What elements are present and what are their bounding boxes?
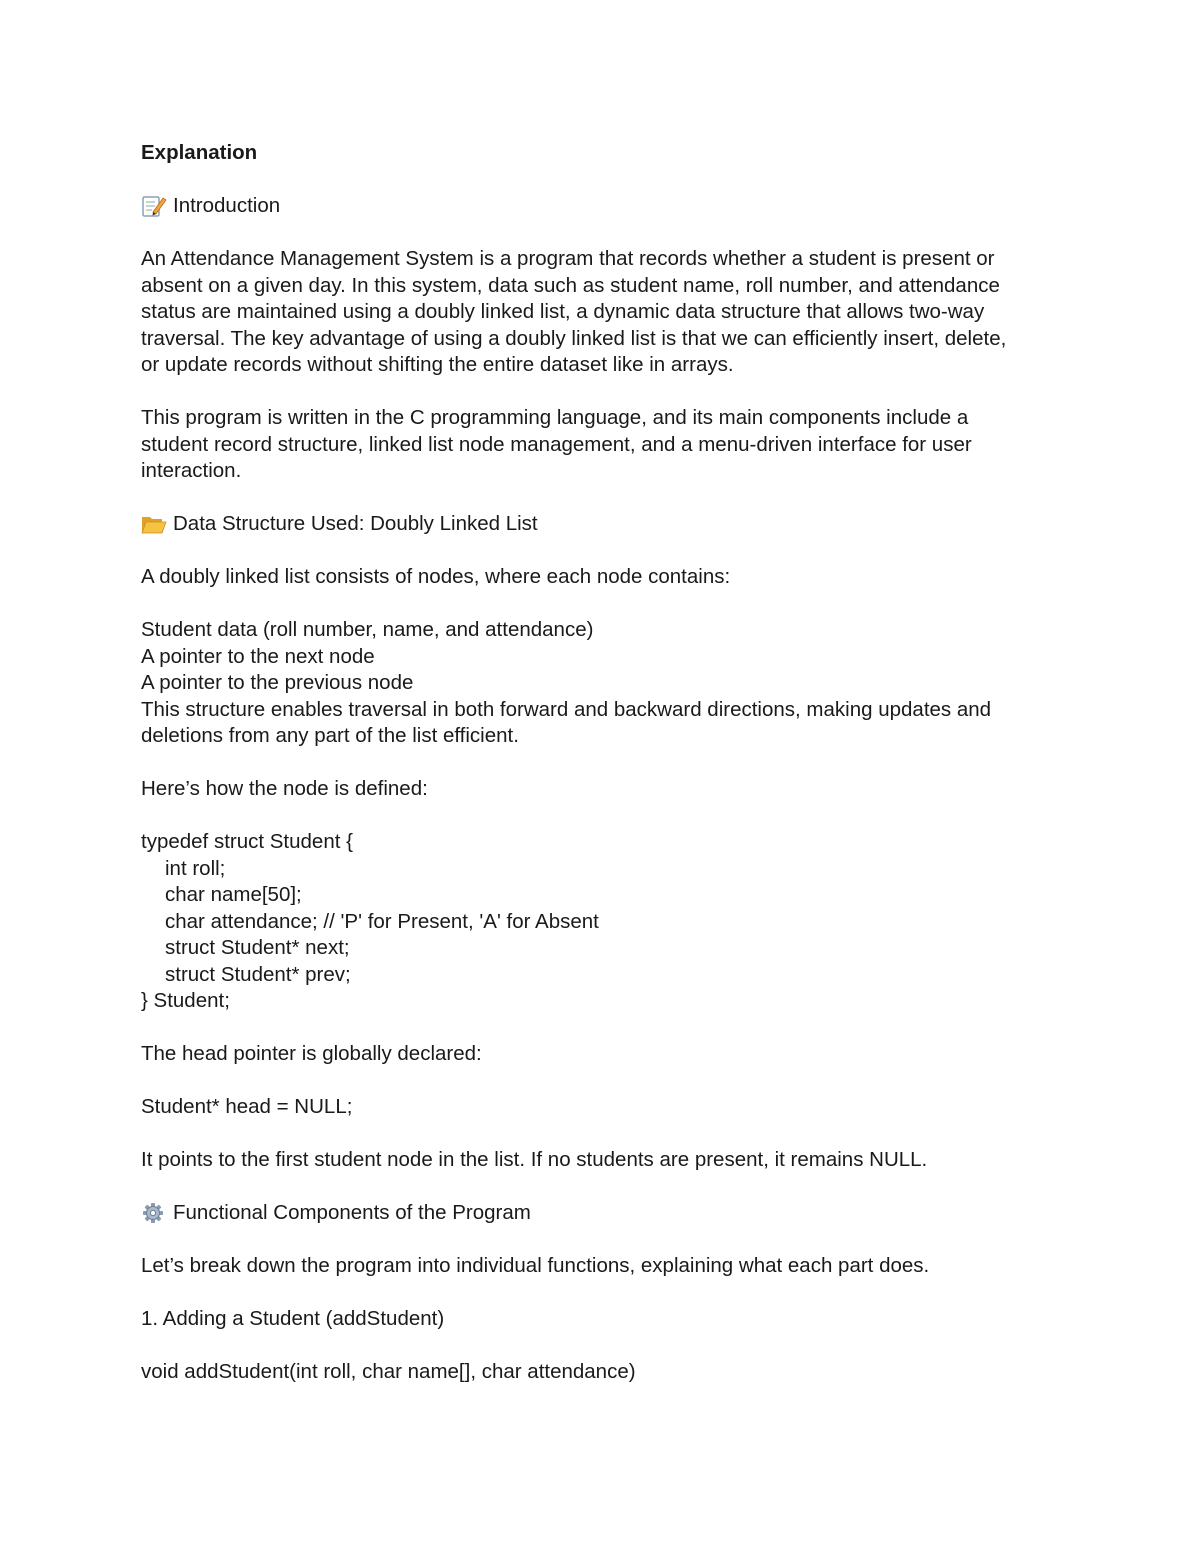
- folder-open-icon: [141, 513, 167, 535]
- doc-title: Explanation: [141, 141, 258, 164]
- node-def-intro: Here’s how the node is defined:: [141, 777, 428, 800]
- ds-intro: A doubly linked list consists of nodes, where each node contains:: [141, 565, 731, 588]
- intro-para1-line: status are maintained using a doubly linked list, a dynamic data structure that allows two-way: [141, 300, 985, 323]
- func-heading-text: Functional Components of the Program: [173, 1201, 531, 1224]
- code-line: char name[50];: [165, 883, 302, 906]
- ds-list-item: Student data (roll number, name, and attendance): [141, 618, 594, 641]
- ds-summary-line: This structure enables traversal in both forward and backward directions, making updates and: [141, 697, 992, 721]
- code-line: char attendance; // 'P' for Present, 'A' for Absent: [165, 909, 599, 933]
- gear-icon: [141, 1202, 167, 1224]
- func-sub1: 1. Adding a Student (addStudent): [141, 1307, 445, 1330]
- head-note: It points to the first student node in the list. If no students are present, it remains NULL.: [141, 1148, 928, 1171]
- intro-para1-line: or update records without shifting the entire dataset like in arrays.: [141, 353, 734, 376]
- code-line: } Student;: [141, 989, 230, 1012]
- ds-heading: [141, 511, 1071, 538]
- intro-para2-line: This program is written in the C programming language, and its main components include a: [141, 406, 969, 429]
- memo-icon: [141, 195, 167, 217]
- document-page: [141, 140, 1071, 1386]
- func-intro: Let’s break down the program into individual functions, explaining what each part does.: [141, 1254, 930, 1277]
- ds-summary-line: deletions from any part of the list efficient.: [141, 724, 519, 747]
- code-line: typedef struct Student {: [141, 830, 353, 853]
- ds-list-item: A pointer to the previous node: [141, 671, 414, 694]
- intro-heading-text: Introduction: [173, 194, 281, 217]
- ds-list-item: A pointer to the next node: [141, 644, 375, 668]
- intro-para1-line: absent on a given day. In this system, data such as student name, roll number, and attendance: [141, 273, 1000, 297]
- head-intro: The head pointer is globally declared:: [141, 1042, 482, 1065]
- intro-para1-line: traversal. The key advantage of using a doubly linked list is that we can efficiently insert, delete,: [141, 326, 1007, 350]
- intro-para2-line: interaction.: [141, 459, 242, 482]
- intro-para2-line: student record structure, linked list node management, and a menu-driven interface for user: [141, 432, 972, 456]
- code-line: struct Student* next;: [165, 936, 350, 959]
- func-heading: [141, 1200, 1071, 1227]
- ds-heading-text: Data Structure Used: Doubly Linked List: [173, 512, 538, 535]
- code-line: struct Student* prev;: [165, 962, 351, 986]
- intro-heading: [141, 193, 1071, 220]
- func-sig1: void addStudent(int roll, char name[], char attendance): [141, 1360, 636, 1383]
- code-line: int roll;: [165, 856, 226, 880]
- intro-para1-line: An Attendance Management System is a program that records whether a student is present or: [141, 247, 995, 270]
- head-code: Student* head = NULL;: [141, 1095, 353, 1118]
